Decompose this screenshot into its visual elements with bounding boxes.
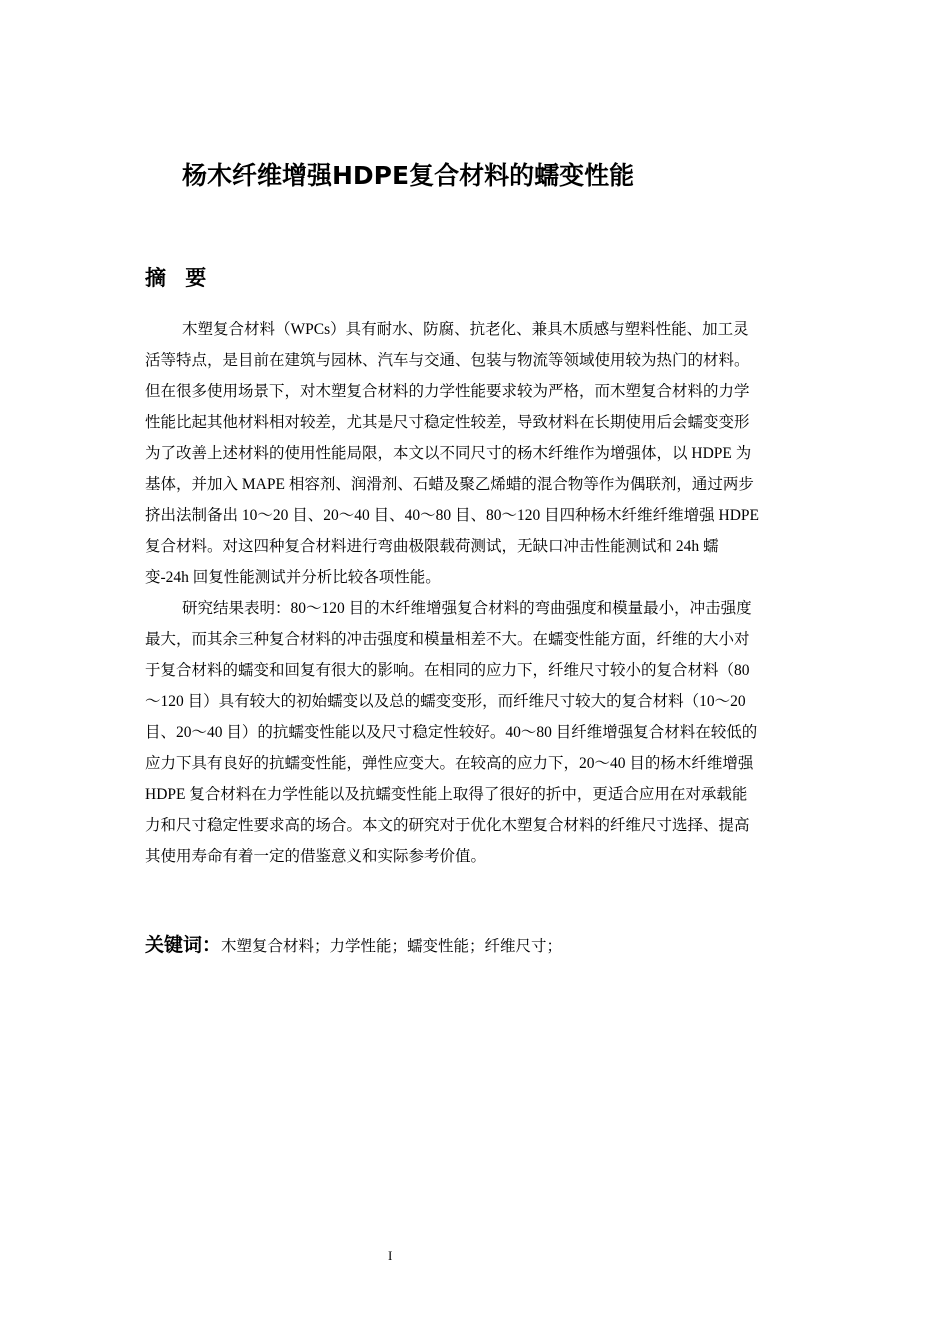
page-number: I <box>388 1248 393 1263</box>
paragraph-line: 于复合材料的蠕变和回复有很大的影响。在相同的应力下，纤维尺寸较小的复合材料（80 <box>145 662 750 679</box>
paragraph-line: 目、20～40 目）的抗蠕变性能以及尺寸稳定性较好。40～80 目纤维增强复合材料在较低的 <box>145 724 758 741</box>
paper-title: 杨木纤维增强HDPE复合材料的蠕变性能 <box>182 161 635 190</box>
paragraph-line: 力和尺寸稳定性要求高的场合。本文的研究对于优化木塑复合材料的纤维尺寸选择、提高 <box>145 817 750 834</box>
abstract-paragraph-1 <box>145 314 807 593</box>
paragraph-line: 其使用寿命有着一定的借鉴意义和实际参考价值。 <box>145 848 487 865</box>
paragraph-line: 为了改善上述材料的使用性能局限，本文以不同尺寸的杨木纤维作为增强体，以 HDPE 为 <box>145 445 752 462</box>
paragraph-line: 性能比起其他材料相对较差，尤其是尺寸稳定性较差，导致材料在长期使用后会蠕变变形 <box>145 414 750 431</box>
abstract-paragraph-2 <box>145 593 807 872</box>
keywords-text: 木塑复合材料；力学性能；蠕变性能；纤维尺寸； <box>221 938 563 955</box>
keywords-label: 关键词： <box>145 934 222 956</box>
paragraph-line: 复合材料。对这四种复合材料进行弯曲极限载荷测试，无缺口冲击性能测试和 24h 蠕 <box>145 538 719 555</box>
paragraph-line: 最大，而其余三种复合材料的冲击强度和模量相差不大。在蠕变性能方面，纤维的大小对 <box>145 631 750 648</box>
keywords <box>145 930 562 957</box>
abstract-heading: 摘 要 <box>145 266 213 290</box>
paragraph-line: 但在很多使用场景下，对木塑复合材料的力学性能要求较为严格，而木塑复合材料的力学 <box>145 383 750 400</box>
paragraph-line: 木塑复合材料（WPCs）具有耐水、防腐、抗老化、兼具木质感与塑料性能、加工灵 <box>182 321 749 338</box>
paragraph-line: HDPE 复合材料在力学性能以及抗蠕变性能上取得了很好的折中，更适合应用在对承载能 <box>145 786 748 803</box>
paragraph-line: 研究结果表明：80～120 目的木纤维增强复合材料的弯曲强度和模量最小，冲击强度 <box>182 600 752 617</box>
paragraph-line: 应力下具有良好的抗蠕变性能，弹性应变大。在较高的应力下，20～40 目的杨木纤维增强 <box>145 755 754 772</box>
paragraph-line: 基体，并加入 MAPE 相容剂、润滑剂、石蜡及聚乙烯蜡的混合物等作为偶联剂，通过两步 <box>145 476 754 493</box>
paragraph-line: 活等特点，是目前在建筑与园林、汽车与交通、包装与物流等领域使用较为热门的材料。 <box>145 352 750 369</box>
paragraph-line: 变-24h 回复性能测试并分析比较各项性能。 <box>145 569 441 586</box>
paragraph-line: 挤出法制备出 10～20 目、20～40 目、40～80 目、80～120 目四种杨木纤维纤维增强 HDPE <box>145 507 759 524</box>
paragraph-line: ～120 目）具有较大的初始蠕变以及总的蠕变变形，而纤维尺寸较大的复合材料（10～20 <box>145 693 746 710</box>
